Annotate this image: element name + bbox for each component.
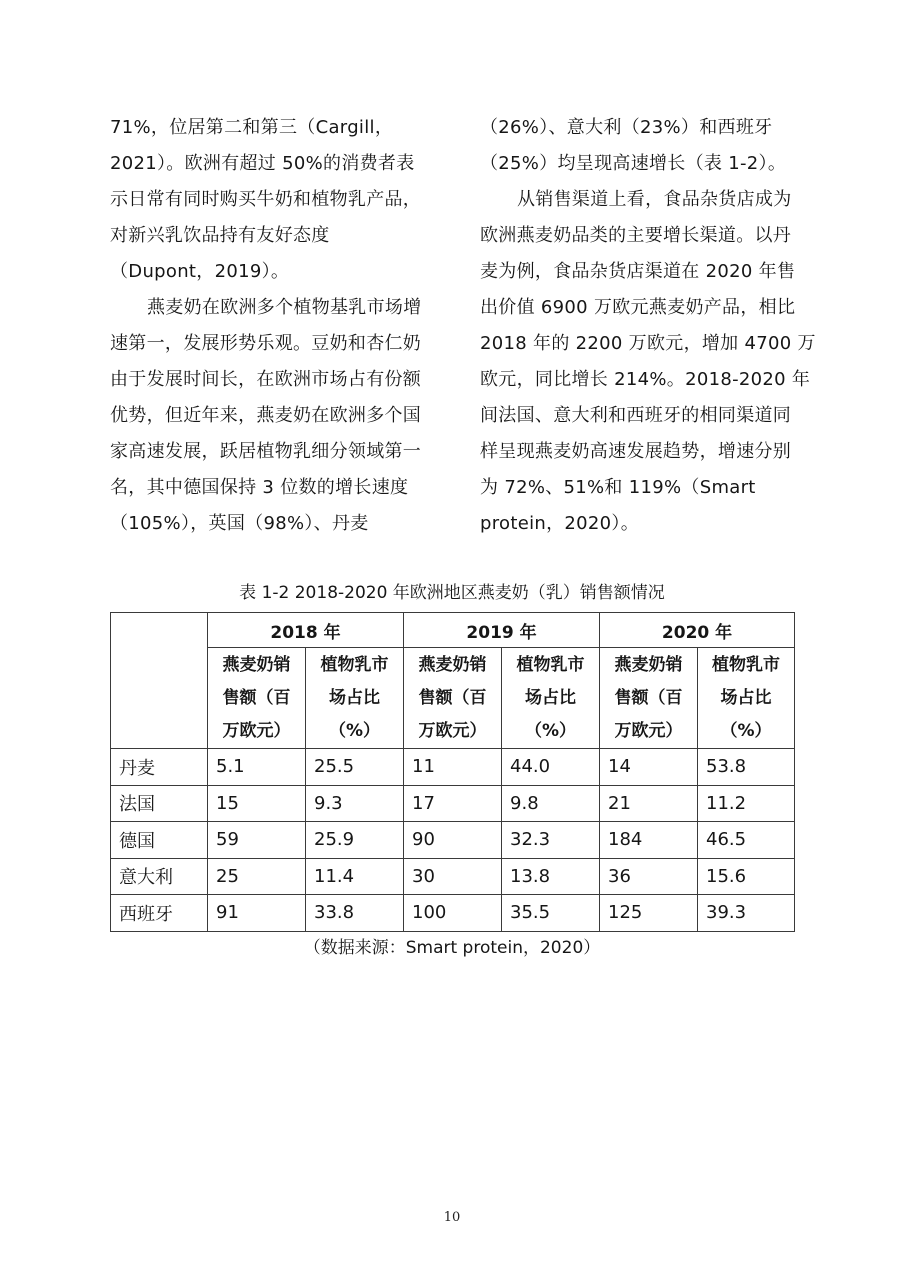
sales-2018-cell: 91 (208, 895, 306, 932)
sales-2020-cell: 21 (600, 785, 698, 822)
country-cell: 意大利 (111, 858, 208, 895)
year-header-2020: 2020 年 (600, 613, 795, 648)
share-2018-cell: 25.9 (306, 822, 404, 859)
share-2018-cell: 11.4 (306, 858, 404, 895)
table-header-row (111, 613, 795, 648)
share-2018-cell: 33.8 (306, 895, 404, 932)
sales-subheader-2019 (404, 648, 502, 749)
share-2019-cell: 44.0 (502, 749, 600, 786)
left-text-column (110, 110, 440, 542)
subheader-line: 植物乳市 (712, 654, 781, 675)
table-row-france (111, 785, 795, 822)
paragraph (110, 290, 440, 542)
text-line: 对新兴乳饮品持有友好态度 (110, 225, 330, 246)
sales-2020-cell: 125 (600, 895, 698, 932)
text-line: 为 72%、51%和 119%（Smart (480, 477, 756, 498)
sales-2019-cell: 100 (404, 895, 502, 932)
sales-2018-cell: 5.1 (208, 749, 306, 786)
text-line: 从销售渠道上看，食品杂货店成为 (517, 189, 792, 210)
text-line: （Dupont，2019）。 (110, 261, 290, 282)
subheader-line: 万欧元） (418, 720, 487, 741)
year-header-2019: 2019 年 (404, 613, 600, 648)
text-line: protein，2020）。 (480, 513, 639, 534)
paragraph (480, 182, 816, 542)
table-row-italy (111, 858, 795, 895)
text-line: 家高速发展，跃居植物乳细分领域第一 (110, 441, 422, 462)
subheader-line: 售额（百 (222, 687, 291, 708)
sales-2019-cell: 30 (404, 858, 502, 895)
paragraph-continued (480, 110, 810, 182)
share-2020-cell: 53.8 (698, 749, 795, 786)
subheader-line: 植物乳市 (516, 654, 585, 675)
subheader-line: 万欧元） (614, 720, 683, 741)
country-cell: 丹麦 (111, 749, 208, 786)
subheader-line: （%） (328, 720, 381, 741)
text-line: 2018 年的 2200 万欧元，增加 4700 万 (480, 333, 816, 354)
share-2020-cell: 15.6 (698, 858, 795, 895)
share-2019-cell: 32.3 (502, 822, 600, 859)
subheader-line: 燕麦奶销 (418, 654, 487, 675)
table-row-spain (111, 895, 795, 932)
text-line: 燕麦奶在欧洲多个植物基乳市场增 (147, 297, 422, 318)
sales-2019-cell: 11 (404, 749, 502, 786)
subheader-line: 场占比 (720, 687, 772, 708)
subheader-line: 燕麦奶销 (222, 654, 291, 675)
sales-2019-cell: 90 (404, 822, 502, 859)
table-source-note: （数据来源：Smart protein，2020） (303, 938, 601, 958)
share-subheader-2018 (306, 648, 404, 749)
subheader-line: 售额（百 (418, 687, 487, 708)
subheader-line: 燕麦奶销 (614, 654, 683, 675)
sales-2020-cell: 184 (600, 822, 698, 859)
share-2019-cell: 13.8 (502, 858, 600, 895)
paragraph-continued (110, 110, 440, 290)
sales-subheader-2020 (600, 648, 698, 749)
country-cell: 德国 (111, 822, 208, 859)
share-subheader-2019 (502, 648, 600, 749)
sales-2020-cell: 14 (600, 749, 698, 786)
table-row-germany (111, 822, 795, 859)
table-row-denmark (111, 749, 795, 786)
sales-2018-cell: 59 (208, 822, 306, 859)
table-corner-cell (111, 613, 208, 749)
text-line: 名，其中德国保持 3 位数的增长速度 (110, 477, 409, 498)
country-cell: 法国 (111, 785, 208, 822)
share-2020-cell: 39.3 (698, 895, 795, 932)
text-line: 速第一，发展形势乐观。豆奶和杏仁奶 (110, 333, 422, 354)
text-line: 麦为例，食品杂货店渠道在 2020 年售 (480, 261, 796, 282)
text-line: （105%），英国（98%）、丹麦 (110, 513, 369, 534)
right-text-column (480, 110, 816, 542)
subheader-line: 售额（百 (614, 687, 683, 708)
subheader-line: 场占比 (329, 687, 380, 708)
subheader-line: 场占比 (525, 687, 577, 708)
text-line: （25%）均呈现高速增长（表 1-2）。 (480, 153, 787, 174)
text-line: （26%）、意大利（23%）和西班牙 (480, 117, 773, 138)
table-caption: 表 1-2 2018-2020 年欧洲地区燕麦奶（乳）销售额情况 (239, 583, 665, 603)
sales-2019-cell: 17 (404, 785, 502, 822)
sales-2018-cell: 25 (208, 858, 306, 895)
share-2020-cell: 46.5 (698, 822, 795, 859)
sales-2020-cell: 36 (600, 858, 698, 895)
text-line: 欧元，同比增长 214%。2018-2020 年 (480, 369, 811, 390)
text-line: 出价值 6900 万欧元燕麦奶产品，相比 (480, 297, 796, 318)
sales-subheader-2018 (208, 648, 306, 749)
subheader-line: （%） (720, 720, 772, 741)
text-line: 示日常有同时购买牛奶和植物乳产品， (110, 189, 422, 210)
subheader-line: （%） (525, 720, 577, 741)
text-line: 由于发展时间长，在欧洲市场占有份额 (110, 369, 422, 390)
country-cell: 西班牙 (111, 895, 208, 932)
subheader-line: 万欧元） (222, 720, 291, 741)
share-subheader-2020 (698, 648, 795, 749)
sales-2018-cell: 15 (208, 785, 306, 822)
subheader-line: 植物乳市 (320, 654, 389, 675)
table-subheader-row (111, 648, 795, 749)
text-line: 样呈现燕麦奶高速发展趋势，增速分别 (480, 441, 792, 462)
share-2018-cell: 25.5 (306, 749, 404, 786)
text-line: 优势，但近年来，燕麦奶在欧洲多个国 (110, 405, 422, 426)
page-number: 10 (443, 1210, 461, 1225)
sales-table (110, 612, 795, 932)
text-line: 2021）。欧洲有超过 50%的消费者表 (110, 153, 415, 174)
text-line: 欧洲燕麦奶品类的主要增长渠道。以丹 (480, 225, 792, 246)
text-line: 间法国、意大利和西班牙的相同渠道同 (480, 405, 792, 426)
share-2018-cell: 9.3 (306, 785, 404, 822)
share-2020-cell: 11.2 (698, 785, 795, 822)
year-header-2018: 2018 年 (208, 613, 404, 648)
share-2019-cell: 9.8 (502, 785, 600, 822)
share-2019-cell: 35.5 (502, 895, 600, 932)
text-line: 71%，位居第二和第三（Cargill， (110, 117, 394, 138)
